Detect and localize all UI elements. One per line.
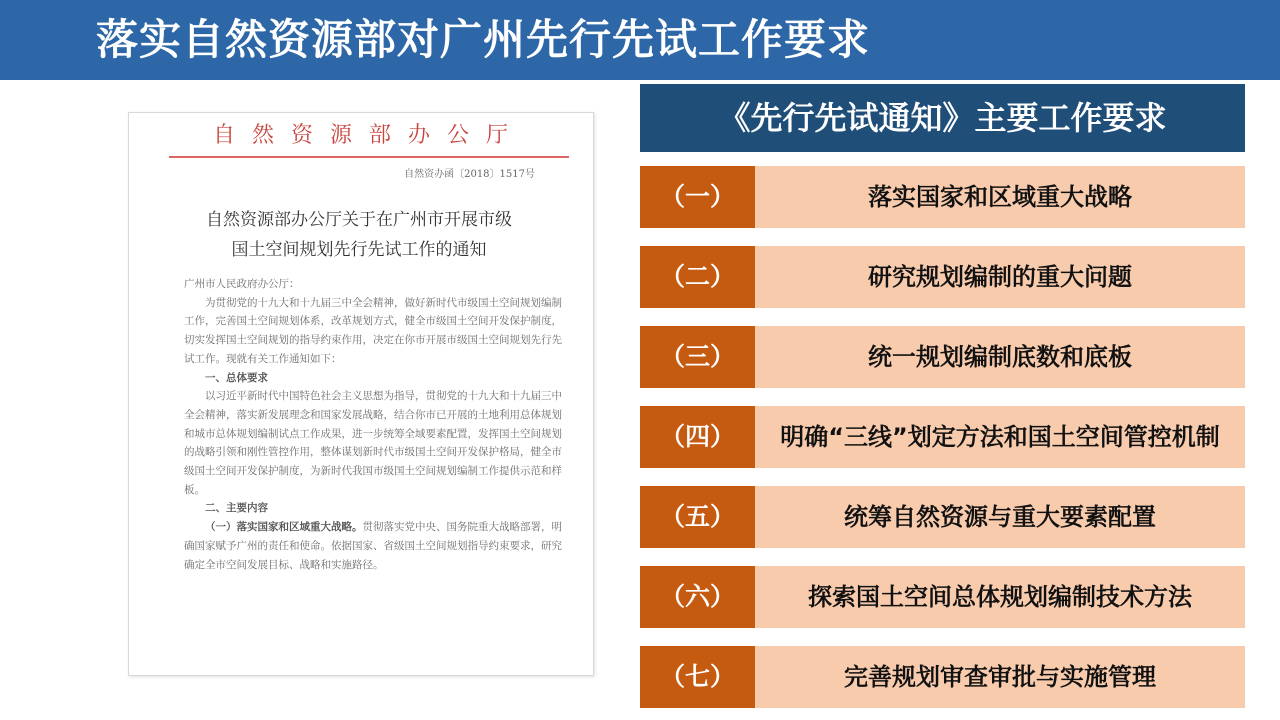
- document-title-line1: 自然资源部办公厅关于在广州市开展市级: [206, 210, 512, 230]
- requirement-text: 研究规划编制的重大问题: [868, 263, 1132, 291]
- requirement-number: （二）: [640, 246, 755, 308]
- slide-title: 落实自然资源部对广州先行先试工作要求: [96, 15, 871, 64]
- requirement-item: [640, 406, 1245, 468]
- notice-document-image: [128, 112, 594, 676]
- requirement-text: 明确“三线”划定方法和国土空间管控机制: [780, 423, 1220, 451]
- requirement-number: （六）: [640, 566, 755, 628]
- requirement-item: [640, 566, 1245, 628]
- requirement-text: 探索国土空间总体规划编制技术方法: [808, 583, 1192, 611]
- document-number: 自然资办函〔2018〕1517号: [404, 169, 535, 180]
- document-title-line2: 国土空间规划先行先试工作的通知: [231, 240, 487, 260]
- requirement-item: [640, 646, 1245, 708]
- document-paragraph: 以习近平新时代中国特色社会主义思想为指导，贯彻党的十九大和十九届三中全会精神，落实新发展理念和国家发展战略，结合你市已开展的土地利用总体规划和城市总体规划编制试点工作成果，进一步统筹全域要素配置，发挥国土空间规划的战略引领和刚性管控作用，整体谋划新时代市级国土空间开发保护格局，健全市级国土空间开发保护制度，为新时代我国市级国土空间规划编制工作提供示范和样板。: [184, 390, 562, 496]
- requirement-number: （一）: [640, 166, 755, 228]
- document-recipient: 广州市人民政府办公厅：: [184, 278, 300, 290]
- letterhead-office-name: 自然资源部办公厅: [212, 123, 525, 148]
- document-title: [159, 205, 559, 265]
- requirement-text: 完善规划审查审批与实施管理: [844, 663, 1156, 691]
- requirement-number: （四）: [640, 406, 755, 468]
- requirement-number: （三）: [640, 326, 755, 388]
- requirement-number: （七）: [640, 646, 755, 708]
- requirement-text: 统筹自然资源与重大要素配置: [844, 503, 1156, 531]
- requirement-item: [640, 166, 1245, 228]
- requirement-number: （五）: [640, 486, 755, 548]
- title-bar: [0, 0, 1280, 80]
- paragraph-lead: （一）落实国家和区域重大战略。: [205, 521, 363, 534]
- requirement-text: 统一规划编制底数和底板: [868, 343, 1132, 371]
- section-heading: 二、主要内容: [205, 502, 268, 515]
- document-body: [184, 275, 569, 574]
- requirements-header: 《先行先试通知》主要工作要求: [640, 84, 1245, 152]
- letterhead-divider: [169, 156, 569, 158]
- requirement-text: 落实国家和区域重大战略: [868, 183, 1132, 211]
- paragraph-text: 贯彻落实党中央、国务院重大战略部署，明确国家赋予广州的责任和使命。依据国家、省级国土空间规划指导约束要求，研究确定全市空间发展目标、战略和实施路径。: [184, 521, 562, 571]
- requirement-item: [640, 246, 1245, 308]
- document-paragraph: 为贯彻党的十九大和十九届三中全会精神，做好新时代市级国土空间规划编制工作，完善国土空间规划体系，改革规划方式，健全市级国土空间开发保护制度，切实发挥国土空间规划的指导约束作用，决定在你市开展市级国土空间规划先行先试工作。现就有关工作通知如下：: [184, 296, 562, 365]
- document-paragraph: [184, 518, 569, 574]
- requirement-item: [640, 486, 1245, 548]
- section-heading: 一、总体要求: [205, 371, 268, 384]
- requirement-item: [640, 326, 1245, 388]
